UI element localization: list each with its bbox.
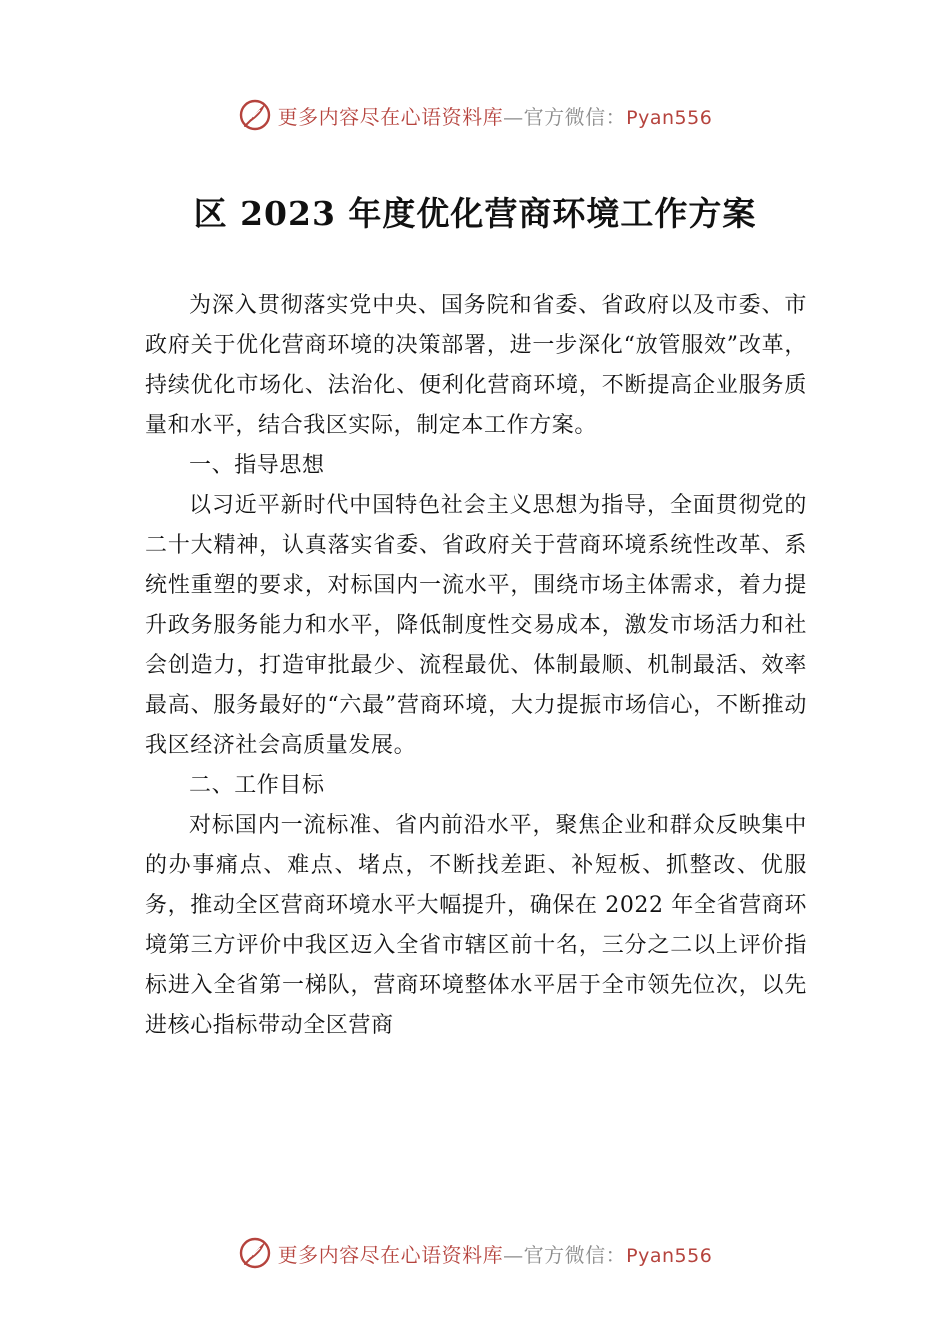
feather-pen-logo-icon xyxy=(238,1236,272,1270)
watermark-account: Pyan556 xyxy=(626,1244,713,1267)
watermark-main-text: 更多内容尽在心语资料库 xyxy=(277,1242,504,1267)
paragraph-intro: 为深入贯彻落实党中央、国务院和省委、省政府以及市委、市政府关于优化营商环境的决策部署，进一步深化“放管服效”改革，持续优化市场化、法治化、便利化营商环境，不断提高企业服务质量和水平，结合我区实际，制定本工作方案。 xyxy=(145,293,807,438)
feather-pen-logo-icon xyxy=(238,98,272,132)
watermark-header xyxy=(0,95,950,135)
watermark-text xyxy=(278,101,713,130)
watermark-main-text: 更多内容尽在心语资料库 xyxy=(277,104,504,129)
watermark-label: 官方微信： xyxy=(523,1242,627,1267)
watermark-footer xyxy=(0,1233,950,1273)
paragraph-guiding-ideology: 以习近平新时代中国特色社会主义思想为指导，全面贯彻党的二十大精神，认真落实省委、省政府关于营商环境系统性改革、系统性重塑的要求，对标国内一流水平，围绕市场主体需求，着力提升政务服务能力和水平，降低制度性交易成本，激发市场活力和社会创造力，打造审批最少、流程最优、体制最顺、机制最活、效率最高、服务最好的“六最”营商环境，大力提振市场信心，不断推动我区经济社会高质量发展。 xyxy=(145,493,807,758)
section-heading-work-goals: 二、工作目标 xyxy=(189,773,325,798)
watermark-separator: — xyxy=(503,104,524,129)
watermark-text xyxy=(278,1239,713,1268)
watermark-account: Pyan556 xyxy=(626,106,713,129)
watermark-separator: — xyxy=(503,1242,524,1267)
section-heading-guiding-ideology: 一、指导思想 xyxy=(189,453,325,478)
document-title: 区 2023 年度优化营商环境工作方案 xyxy=(193,194,757,233)
paragraph-work-goals: 对标国内一流标准、省内前沿水平，聚焦企业和群众反映集中的办事痛点、难点、堵点，不断找差距、补短板、抓整改、优服务，推动全区营商环境水平大幅提升，确保在 2022 年全省营商环境第三方评价中我区迈入全省市辖区前十名，三分之二以上评价指标进入全省第一梯队，营商环境整体水平居于全市领先位次，以先进核心指标带动全区营商 xyxy=(145,813,807,1038)
document-body xyxy=(145,286,807,1046)
watermark-label: 官方微信： xyxy=(523,104,627,129)
